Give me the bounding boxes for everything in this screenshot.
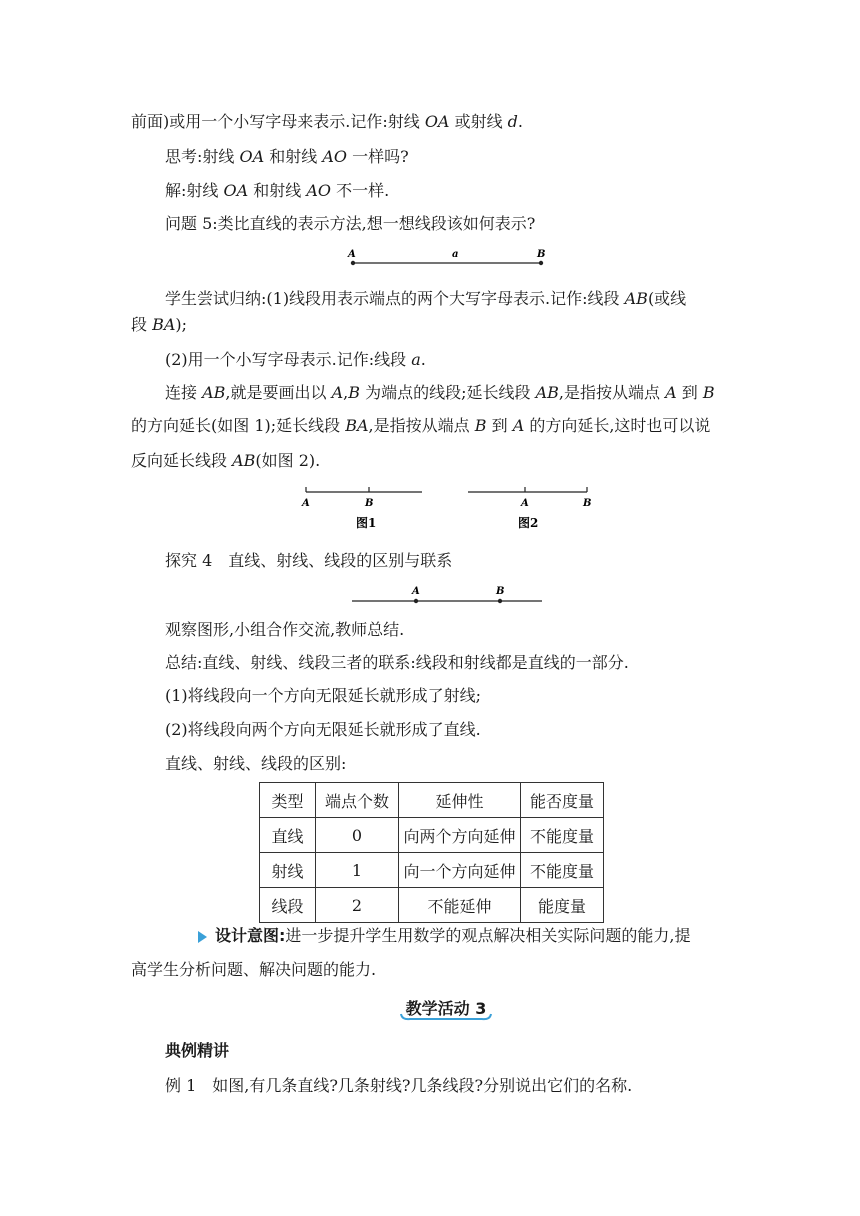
table-cell: 线段 [260,888,316,923]
table-cell: 1 [316,853,399,888]
paragraph-ray-notation: 前面)或用一个小写字母来表示.记作:射线 OA 或射线 d. [131,112,524,131]
line-point-b [498,599,502,603]
table-header-cell: 端点个数 [316,783,399,818]
answer-text: 解:射线 OA 和射线 AO 不一样. [165,181,390,200]
point-2: (2)将线段向两个方向无限延长就形成了直线. [165,720,481,739]
connect-line2: 的方向延长(如图 1);延长线段 BA,是指按从端点 B 到 A 的方向延长,这时也可以说 [131,416,711,435]
line-label-b: B [496,586,505,597]
fig1-caption: 图1 [356,516,377,530]
design-intent-line2: 高学生分析问题、解决问题的能力. [131,960,377,979]
figure-2 [462,482,602,532]
endpoint-a-dot [351,261,355,265]
summary-1-line2: 段 BA); [131,315,188,334]
summary-1-line1: 学生尝试归纳:(1)线段用表示端点的两个大写字母表示.记作:线段 AB(或线 [165,289,687,308]
table-row [260,888,604,923]
activity-banner [398,994,494,1024]
table-cell: 向一个方向延伸 [399,853,521,888]
table-header-row [260,783,604,818]
activity-banner-text: 教学活动 3 [405,999,487,1018]
example-1: 例 1 如图,有几条直线?几条射线?几条线段?分别说出它们的名称. [165,1076,633,1095]
fig1-label-b: B [365,498,374,509]
fig2-label-a: A [521,498,529,509]
table-cell: 不能度量 [521,818,604,853]
table-cell: 不能延伸 [399,888,521,923]
observe-text: 观察图形,小组合作交流,教师总结. [165,620,405,639]
table-cell: 能度量 [521,888,604,923]
think-question: 思考:射线 OA 和射线 AO 一样吗? [165,147,409,166]
figure-1 [296,482,431,532]
table-header-cell: 延伸性 [399,783,521,818]
table-cell: 射线 [260,853,316,888]
line-point-a [414,599,418,603]
label-b: B [537,249,546,260]
table-cell: 不能度量 [521,853,604,888]
design-intent-label: 设计意图: [215,926,286,945]
endpoint-b-dot [539,261,543,265]
table-cell: 向两个方向延伸 [399,818,521,853]
difference-title: 直线、射线、线段的区别: [165,754,347,773]
label-a: A [348,249,356,260]
comparison-table [259,782,604,923]
example-heading: 典例精讲 [165,1041,230,1060]
table-cell: 直线 [260,818,316,853]
line-figure [340,582,550,608]
explore-4-heading: 探究 4 直线、射线、线段的区别与联系 [165,551,453,570]
point-1: (1)将线段向一个方向无限延长就形成了射线; [165,686,482,705]
table-row [260,818,604,853]
line-label-a: A [412,586,420,597]
label-small-a: a [452,249,459,260]
conclusion-text: 总结:直线、射线、线段三者的联系:线段和射线都是直线的一部分. [165,653,629,672]
connect-line1: 连接 AB,就是要画出以 A,B 为端点的线段;延长线段 AB,是指按从端点 A 到 B [165,383,715,402]
table-header-cell: 能否度量 [521,783,604,818]
design-intent-line1: 设计意图:进一步提升学生用数学的观点解决相关实际问题的能力,提 [198,925,691,947]
fig2-label-b: B [583,498,592,509]
table-cell: 2 [316,888,399,923]
table-row [260,853,604,888]
question-5: 问题 5:类比直线的表示方法,想一想线段该如何表示? [165,214,536,233]
table-cell: 0 [316,818,399,853]
segment-figure [340,244,560,270]
triangle-marker-icon [198,931,207,943]
fig2-caption: 图2 [518,516,539,530]
summary-2: (2)用一个小写字母表示.记作:线段 a. [165,350,426,369]
fig1-label-a: A [302,498,310,509]
connect-line3: 反向延长线段 AB(如图 2). [131,451,321,470]
table-header-cell: 类型 [260,783,316,818]
